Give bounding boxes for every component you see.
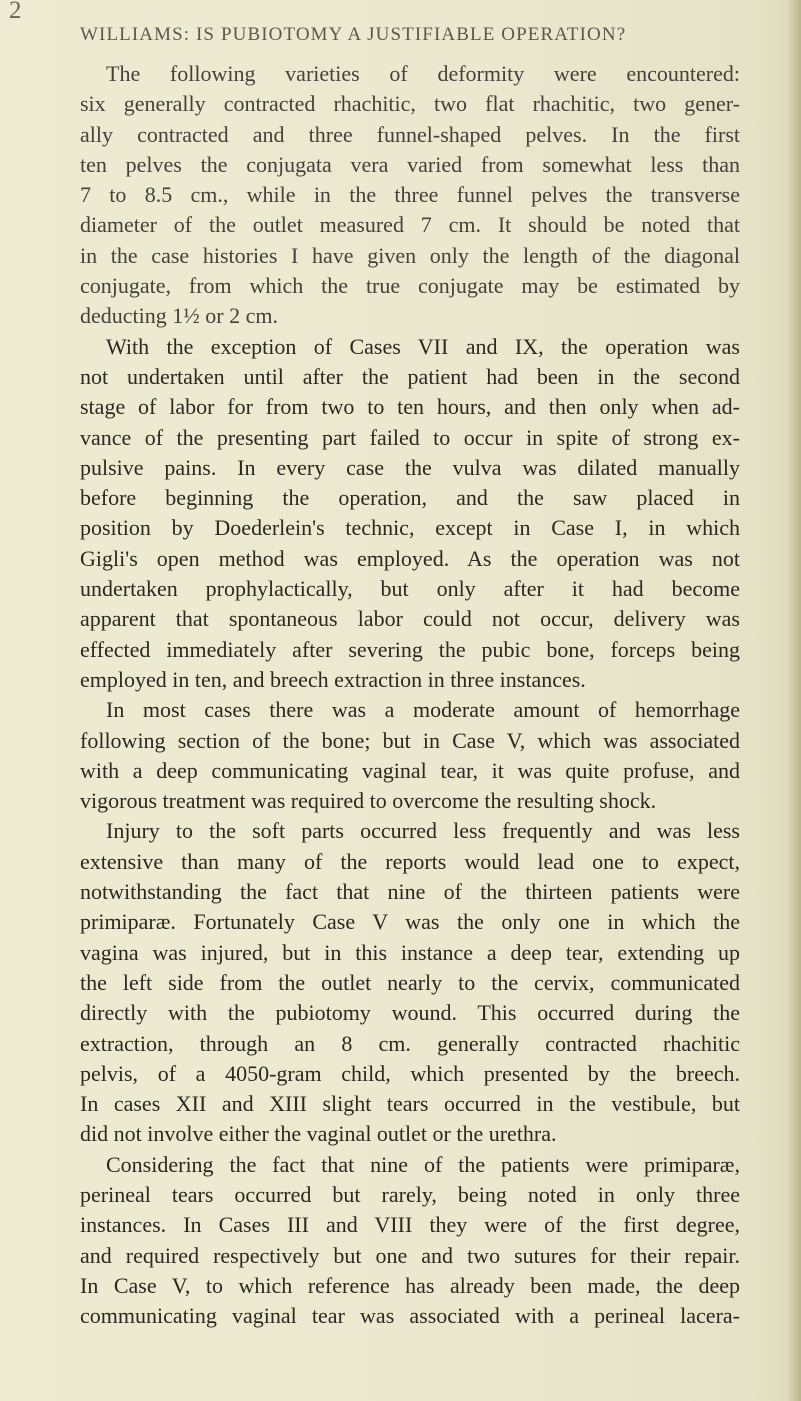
text-line: 7 to 8.5 cm., while in the three funnel pelves the transverse	[80, 182, 740, 208]
text-line: Considering the fact that nine of the patients were primiparæ,	[106, 1151, 740, 1177]
text-line: deducting 1½ or 2 cm.	[80, 303, 278, 329]
text-line: extraction, through an 8 cm. generally contracted rhachitic	[80, 1030, 740, 1056]
paragraph	[80, 59, 740, 332]
text-line: and required respectively but one and two sutures for their repair.	[80, 1242, 740, 1268]
text-line: The following varieties of deformity were encountered:	[106, 61, 740, 86]
text-line: before beginning the operation, and the saw placed in	[80, 485, 740, 511]
text-line: instances. In Cases III and VIII they were of the first degree,	[80, 1212, 740, 1238]
text-line: six generally contracted rhachitic, two flat rhachitic, two gener-	[80, 91, 740, 117]
text-line: Injury to the soft parts occurred less frequently and was less	[106, 818, 740, 844]
text-line: vagina was injured, but in this instance a deep tear, extending up	[80, 939, 740, 965]
text-line: extensive than many of the reports would lead one to expect,	[80, 848, 740, 874]
text-line: In most cases there was a moderate amount of hemorrhage	[106, 697, 740, 723]
text-line: employed in ten, and breech extraction in three instances.	[80, 666, 586, 692]
text-line: effected immediately after severing the pubic bone, forceps being	[80, 636, 740, 662]
page-edge-shadow	[787, 0, 801, 1401]
text-line: with a deep communicating vaginal tear, it was quite profuse, and	[80, 757, 740, 783]
text-line: primiparæ. Fortunately Case V was the only one in which the	[80, 909, 740, 935]
text-line: apparent that spontaneous labor could not occur, delivery was	[80, 606, 740, 632]
text-line: the left side from the outlet nearly to the cervix, communicated	[80, 969, 740, 995]
text-line: pulsive pains. In every case the vulva was dilated manually	[80, 454, 740, 480]
text-line: In Case V, to which reference has already been made, the deep	[80, 1272, 740, 1298]
paragraph	[80, 332, 740, 696]
text-line: ten pelves the conjugata vera varied from somewhat less than	[80, 151, 740, 177]
text-line: conjugate, from which the true conjugate may be estimated by	[80, 273, 740, 299]
text-line: vigorous treatment was required to overcome the resulting shock.	[80, 788, 657, 814]
text-line: In cases XII and XIII slight tears occurred in the vestibule, but	[80, 1091, 740, 1117]
text-line: directly with the pubiotomy wound. This occurred during the	[80, 1000, 740, 1026]
text-line: vance of the presenting part failed to occur in spite of strong ex-	[80, 424, 740, 450]
text-line: not undertaken until after the patient had been in the second	[80, 363, 740, 389]
text-line: diameter of the outlet measured 7 cm. It should be noted that	[80, 212, 740, 238]
text-line: With the exception of Cases VII and IX, the operation was	[106, 333, 740, 359]
page-number: 2	[9, 0, 22, 24]
paragraph	[80, 816, 740, 1149]
text-line: undertaken prophylactically, but only after it had become	[80, 576, 740, 602]
text-line: ally contracted and three funnel-shaped pelves. In the first	[80, 121, 740, 147]
text-line: perineal tears occurred but rarely, being noted in only three	[80, 1181, 740, 1207]
text-line: following section of the bone; but in Case V, which was associated	[80, 727, 740, 753]
text-line: Gigli's open method was employed. As the operation was not	[80, 545, 740, 571]
text-line: stage of labor for from two to ten hours, and then only when ad-	[80, 394, 740, 420]
paragraph	[80, 1150, 740, 1332]
paragraph	[80, 695, 740, 816]
running-head: WILLIAMS: IS PUBIOTOMY A JUSTIFIABLE OPERATION?	[80, 24, 627, 45]
text-line: communicating vaginal tear was associated with a perineal lacera-	[80, 1303, 740, 1329]
text-line: pelvis, of a 4050-gram child, which presented by the breech.	[80, 1060, 740, 1086]
text-line: notwithstanding the fact that nine of the thirteen patients were	[80, 879, 740, 905]
text-line: did not involve either the vaginal outlet or the urethra.	[80, 1121, 557, 1147]
text-line: in the case histories I have given only the length of the diagonal	[80, 242, 740, 268]
body-text	[80, 59, 740, 1331]
text-line: position by Doederlein's technic, except in Case I, in which	[80, 515, 740, 541]
